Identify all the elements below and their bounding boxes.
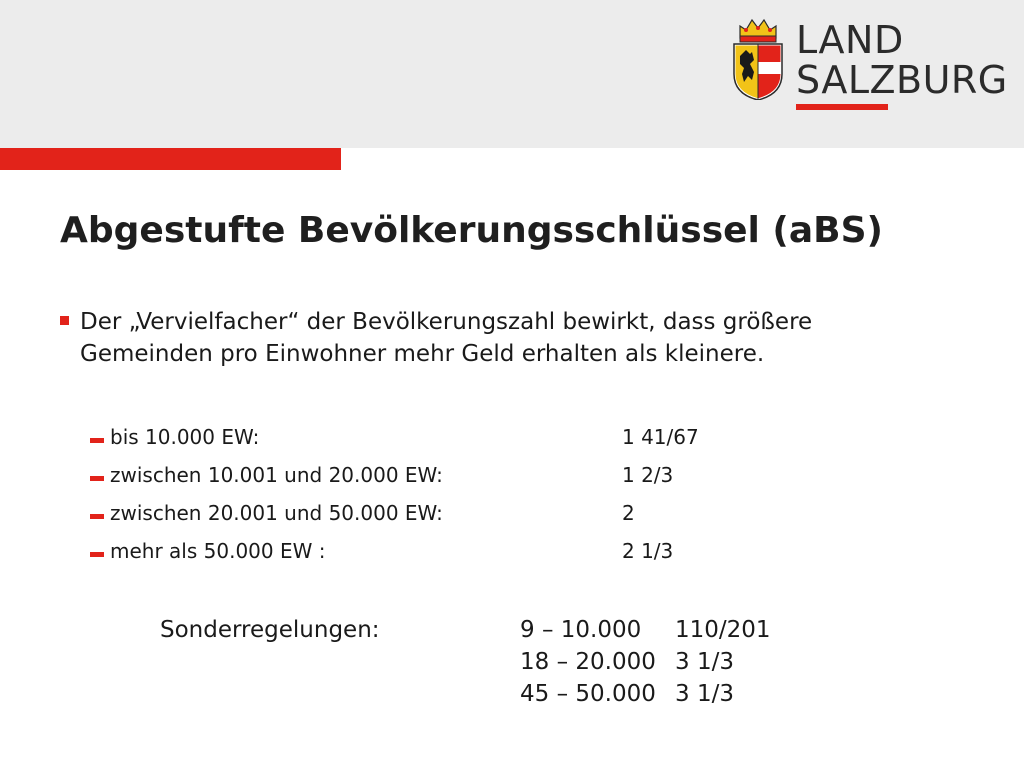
slide-title: Abgestufte Bevölkerungsschlüssel (aBS) xyxy=(60,210,883,251)
sonder-value: 110/201 xyxy=(675,617,771,643)
list-item xyxy=(90,420,790,458)
bullet-square-icon xyxy=(60,316,69,325)
list-item xyxy=(90,496,790,534)
tier-value: 1 2/3 xyxy=(622,463,674,487)
main-bullet xyxy=(60,306,940,370)
sonder-value: 3 1/3 xyxy=(675,681,734,707)
land-salzburg-logo xyxy=(732,16,1008,116)
tier-value: 1 41/67 xyxy=(622,425,699,449)
sonder-range: 45 – 50.000 xyxy=(520,681,656,707)
logo-underline xyxy=(796,104,888,110)
population-tier-list xyxy=(90,420,790,572)
logo-line-salzburg: SALZBURG xyxy=(796,58,1008,102)
logo-wordmark xyxy=(796,20,1008,100)
dash-bullet-icon xyxy=(90,476,104,481)
tier-value: 2 1/3 xyxy=(622,539,674,563)
logo-line-land: LAND xyxy=(796,18,904,62)
dash-bullet-icon xyxy=(90,552,104,557)
sonder-value: 3 1/3 xyxy=(675,649,734,675)
main-bullet-text: Der „Vervielfacher“ der Bevölkerungszahl bewirkt, dass größere Gemeinden pro Einwohner mehr Geld erhalten als kleinere. xyxy=(80,309,813,367)
list-item xyxy=(90,534,790,572)
accent-bar xyxy=(0,148,341,170)
tier-label: zwischen 20.001 und 50.000 EW: xyxy=(110,501,443,525)
salzburg-crest-icon xyxy=(732,16,784,100)
list-item xyxy=(90,458,790,496)
sonder-range: 9 – 10.000 xyxy=(520,617,642,643)
dash-bullet-icon xyxy=(90,514,104,519)
dash-bullet-icon xyxy=(90,438,104,443)
tier-label: mehr als 50.000 EW : xyxy=(110,539,326,563)
sonderregelungen-label: Sonderregelungen: xyxy=(160,617,380,643)
tier-value: 2 xyxy=(622,501,635,525)
tier-label: bis 10.000 EW: xyxy=(110,425,260,449)
tier-label: zwischen 10.001 und 20.000 EW: xyxy=(110,463,443,487)
sonder-range: 18 – 20.000 xyxy=(520,649,656,675)
